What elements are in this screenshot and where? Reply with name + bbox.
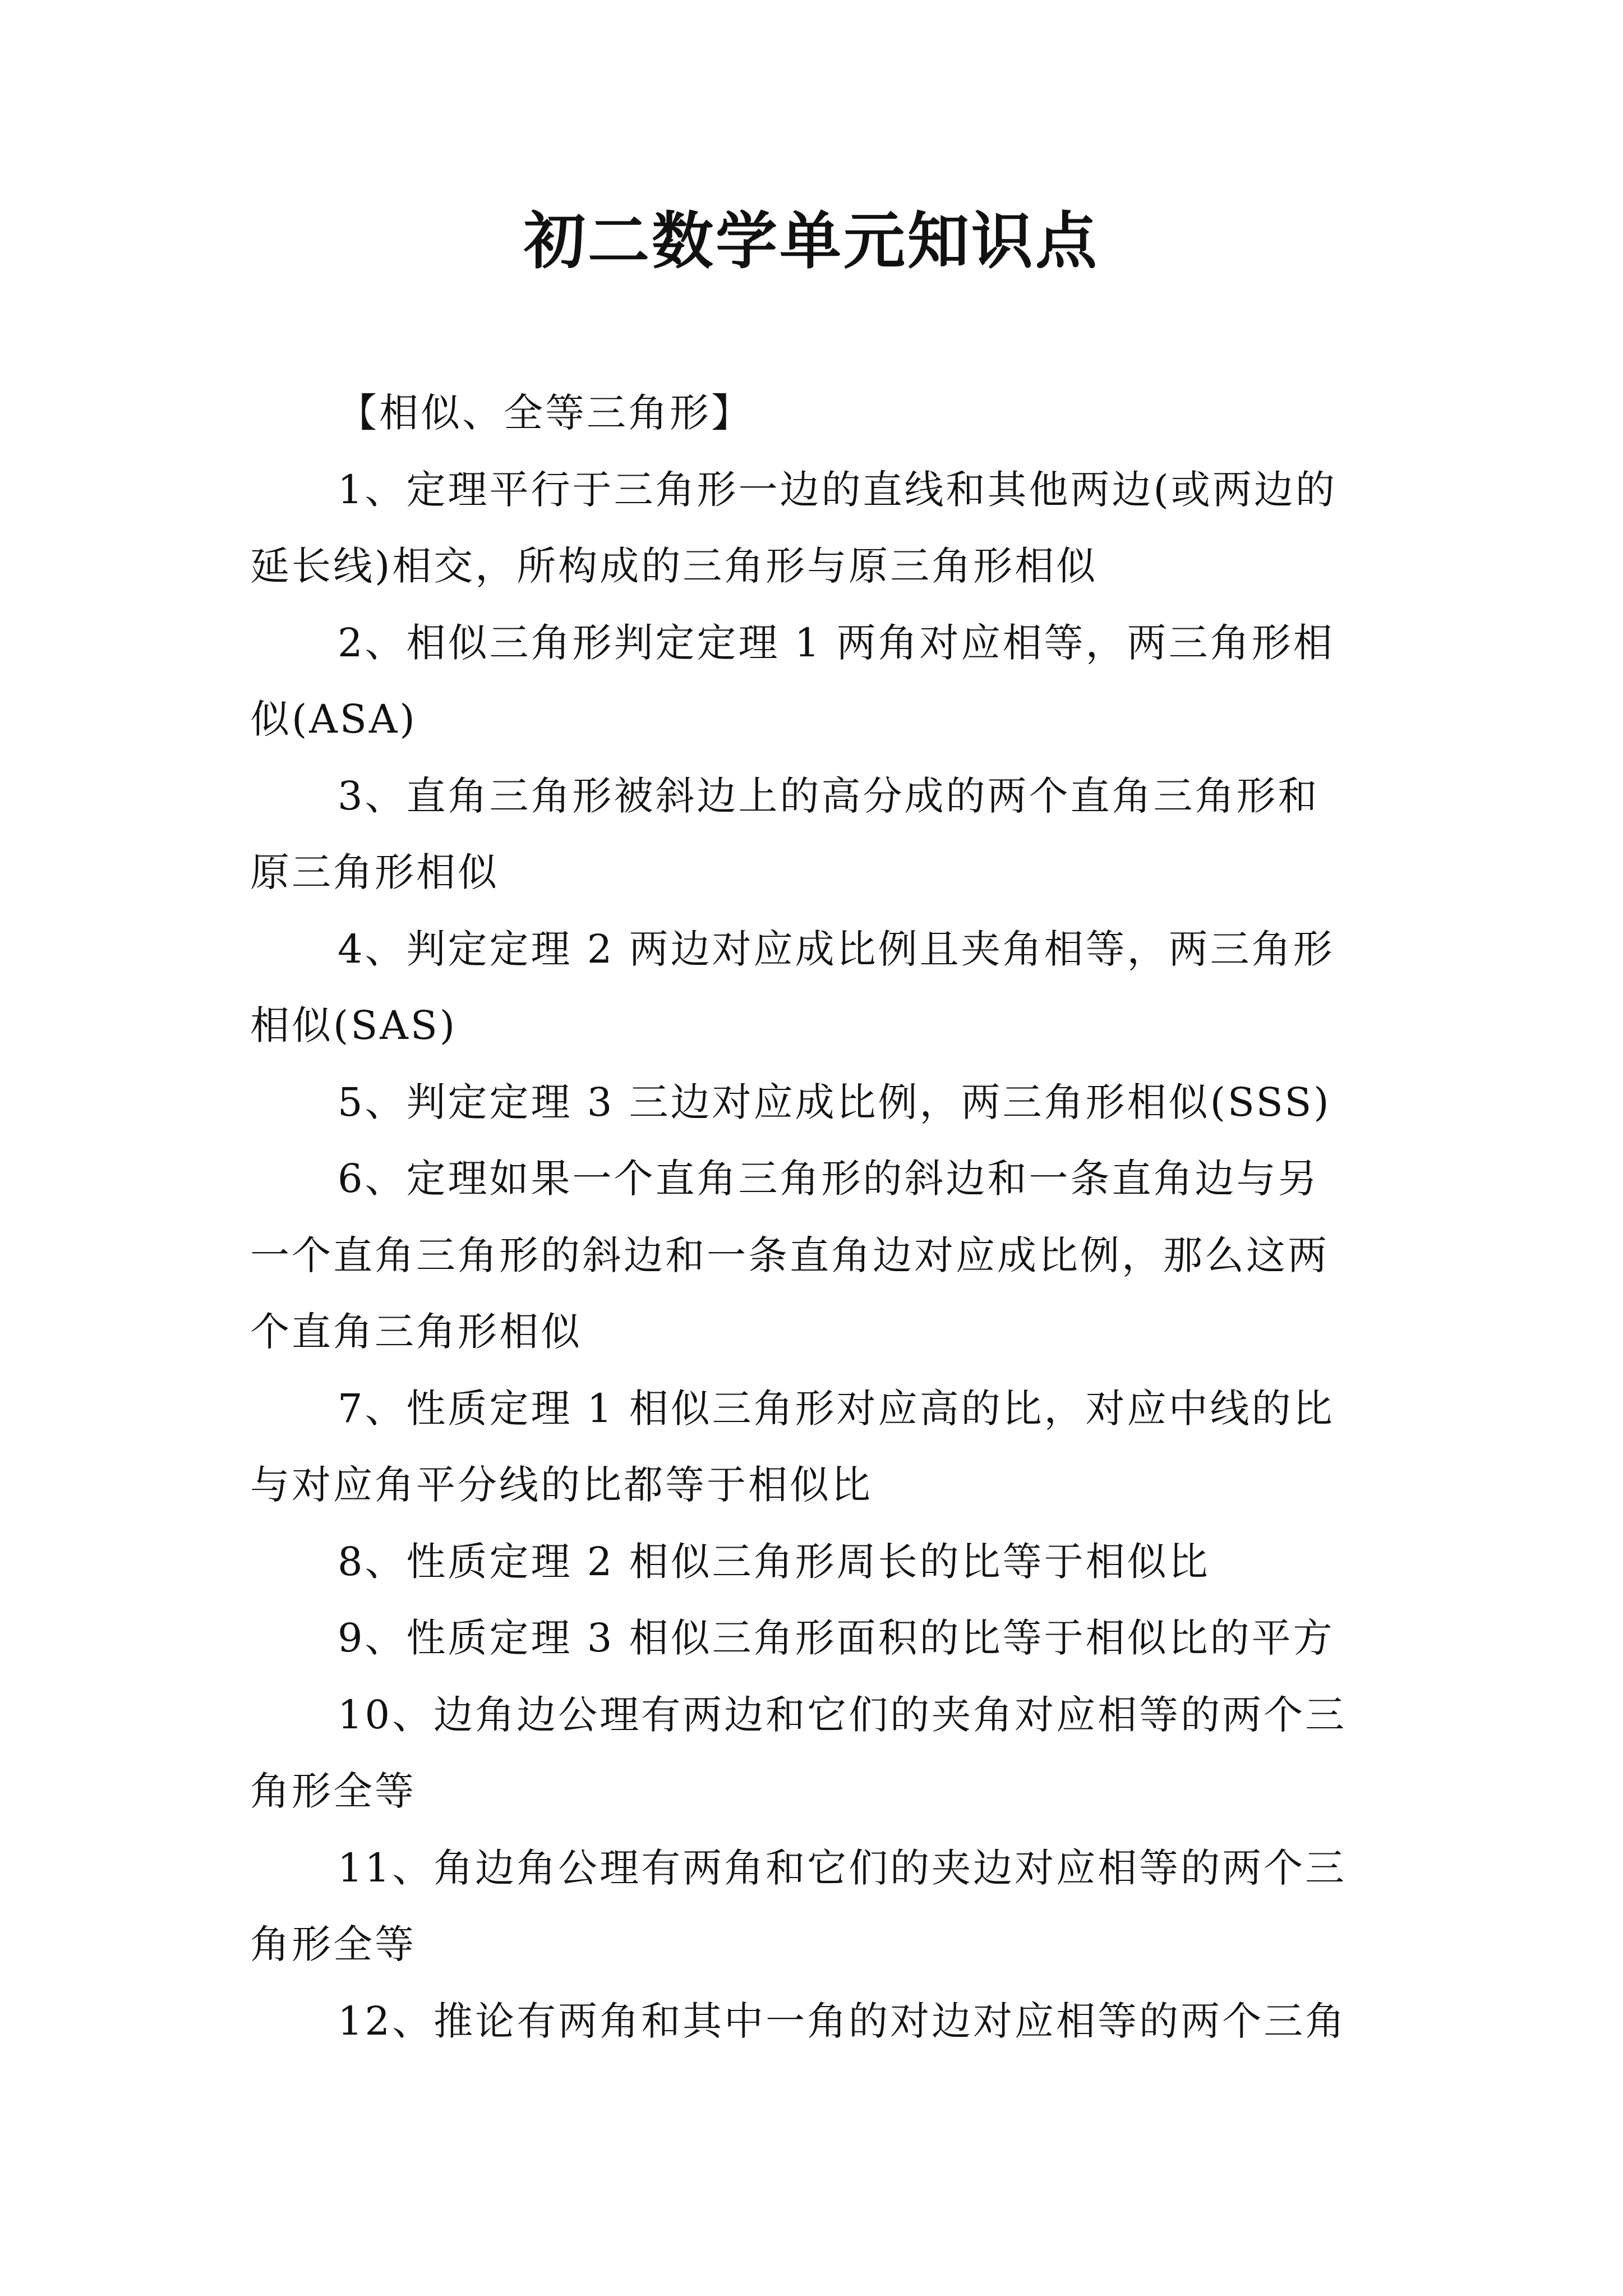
item-6-line-2: 一个直角三角形的斜边和一条直角边对应成比例，那么这两 — [250, 1232, 1329, 1278]
item-12-line-1: 12、推论有两角和其中一角的对边对应相等的两个三角 — [338, 1998, 1347, 2044]
item-5-line-1: 5、判定定理 3 三边对应成比例，两三角形相似(SSS) — [338, 1079, 1331, 1125]
document-body — [250, 375, 1383, 2059]
item-9-line-1: 9、性质定理 3 相似三角形面积的比等于相似比的平方 — [338, 1615, 1335, 1661]
item-2-line-1: 2、相似三角形判定定理 1 两角对应相等，两三角形相 — [338, 619, 1335, 666]
item-6-line-1: 6、定理如果一个直角三角形的斜边和一条直角边与另 — [338, 1156, 1320, 1202]
item-7-line-2: 与对应角平分线的比都等于相似比 — [250, 1462, 873, 1508]
item-1-line-1: 1、定理平行于三角形一边的直线和其他两边(或两边的 — [338, 466, 1337, 513]
item-6-line-3: 个直角三角形相似 — [250, 1309, 582, 1355]
item-1-line-2: 延长线)相交，所构成的三角形与原三角形相似 — [250, 543, 1098, 589]
item-8-line-1: 8、性质定理 2 相似三角形周长的比等于相似比 — [338, 1538, 1210, 1585]
item-10-line-2: 角形全等 — [250, 1768, 416, 1814]
item-4-line-1: 4、判定定理 2 两边对应成比例且夹角相等，两三角形 — [338, 926, 1335, 972]
item-11-line-2: 角形全等 — [250, 1921, 416, 1967]
item-7-line-1: 7、性质定理 1 相似三角形对应高的比，对应中线的比 — [338, 1385, 1335, 1432]
section-heading: 【相似、全等三角形】 — [338, 390, 753, 436]
item-10-line-1: 10、边角边公理有两边和它们的夹角对应相等的两个三 — [338, 1691, 1347, 1738]
item-2-line-2: 似(ASA) — [250, 696, 417, 742]
item-3-line-1: 3、直角三角形被斜边上的高分成的两个直角三角形和 — [338, 772, 1320, 819]
item-4-line-2: 相似(SAS) — [250, 1002, 458, 1048]
item-11-line-1: 11、角边角公理有两角和它们的夹边对应相等的两个三 — [338, 1844, 1347, 1891]
item-3-line-2: 原三角形相似 — [250, 849, 499, 895]
document-title: 初二数学单元知识点 — [524, 205, 1099, 277]
